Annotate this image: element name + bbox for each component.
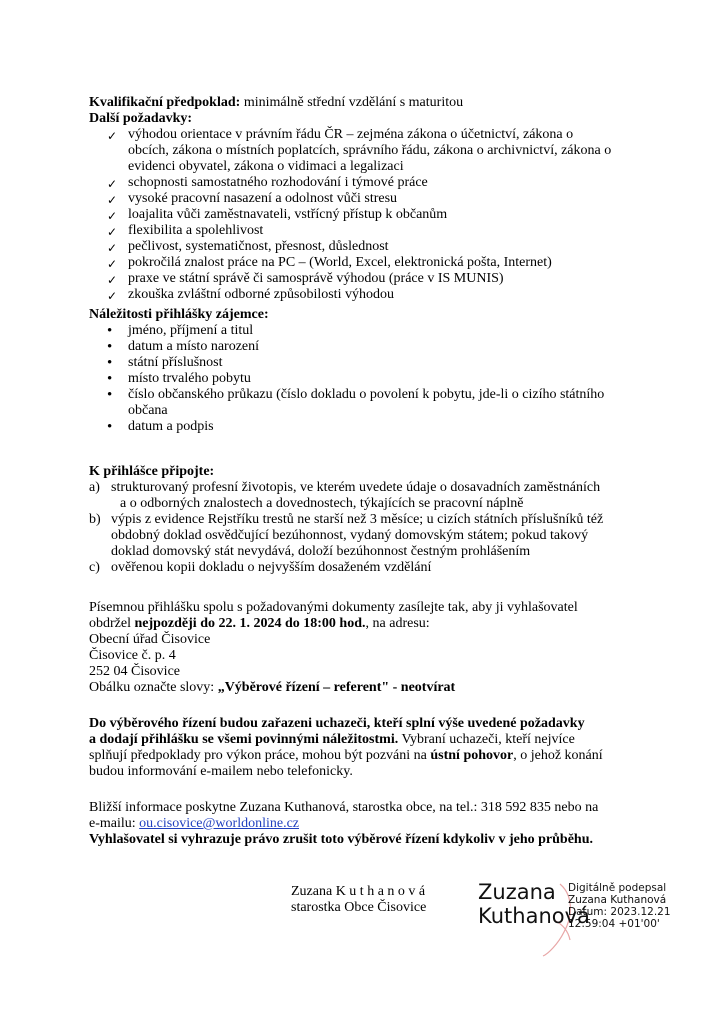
qualification-label: Kvalifikační předpoklad: xyxy=(89,95,241,110)
application-item-6: datum a podpis xyxy=(128,419,214,434)
selection-line-3 xyxy=(89,748,603,764)
requirement-item-5: flexibilita a spolehlivost xyxy=(128,223,264,238)
bullet-icon: • xyxy=(107,387,113,403)
requirement-item-9: zkouška zvláštní odborné způsobilosti výhodou xyxy=(128,287,394,302)
application-item-3: státní příslušnost xyxy=(128,355,223,370)
selection-line-2 xyxy=(89,732,575,748)
address-line-3: 252 04 Čisovice xyxy=(89,664,180,679)
bullet-icon: • xyxy=(107,355,113,371)
requirement-item-1-line-1: výhodou orientace v právním řádu ČR – zejména zákona o účetnictví, zákona o xyxy=(128,127,574,142)
requirement-item-1-line-2: obcích, zákona o místních poplatcích, správního řádu, zákona o archivnictví, zákona o xyxy=(128,143,612,158)
attach-item-1-line-1: strukturovaný profesní životopis, ve kterém uvedete údaje o dosavadních zaměstnáních xyxy=(111,480,601,495)
requirement-item-4: loajalita vůči zaměstnavateli, vstřícný přístup k občanům xyxy=(128,207,448,222)
attach-item-3-line-1: ověřenou kopii dokladu o nejvyšším dosaženém vzdělání xyxy=(111,560,432,575)
requirement-item-6: pečlivost, systematičnost, přesnost, důslednost xyxy=(128,239,389,254)
attach-item-2-line-1: výpis z evidence Rejstříku trestů ne starší než 3 měsíce; u cizích státních příslušníků též xyxy=(111,512,604,527)
requirement-item-1-line-3: evidenci obyvatel, zákona o vidimaci a legalizaci xyxy=(128,159,404,174)
application-item-1: jméno, příjmení a titul xyxy=(128,323,254,338)
check-icon: ✓ xyxy=(107,225,118,239)
selection-line-1: Do výběrového řízení budou zařazeni uchazeči, kteří splní výše uvedené požadavky xyxy=(89,716,585,731)
signatory-role: starostka Obce Čisovice xyxy=(291,900,427,915)
selection-line-2-bold: a dodají přihlášku se všemi povinnými náležitostmi. xyxy=(89,732,399,747)
email-link[interactable]: ou.cisovice@worldonline.cz xyxy=(139,816,300,831)
check-icon: ✓ xyxy=(107,209,118,223)
requirements-heading: Další požadavky: xyxy=(89,111,193,126)
application-heading: Náležitosti přihlášky zájemce: xyxy=(89,307,269,322)
attach-marker: a) xyxy=(89,480,100,495)
submission-deadline: nejpozději do 22. 1. 2024 do 18:00 hod. xyxy=(134,616,366,631)
bullet-icon: • xyxy=(107,419,113,435)
requirement-item-7: pokročilá znalost práce na PC – (World, Excel, elektronická pošta, Internet) xyxy=(128,255,552,270)
attach-item-2-line-3: doklad domovský stát nevydává, doloží bezúhonnost čestným prohlášením xyxy=(111,544,531,559)
application-item-4: místo trvalého pobytu xyxy=(128,371,251,386)
selection-line-3-post: , o jehož konání xyxy=(513,748,603,763)
selection-line-2-post: Vybraní uchazeči, kteří nejvíce xyxy=(398,732,575,747)
check-icon: ✓ xyxy=(107,257,118,271)
submission-line-2-post: , na adresu: xyxy=(365,616,430,631)
cancellation-note: Vyhlašovatel si vyhrazuje právo zrušit toto výběrové řízení kdykoliv v jeho průběhu. xyxy=(89,832,594,847)
digital-signature-last-name: Kuthanová xyxy=(478,904,590,928)
envelope-label: „Výběrové řízení – referent" - neotvírat xyxy=(217,680,456,695)
digital-signature-time: 12:59:04 +01'00' xyxy=(568,918,660,930)
submission-line-1: Písemnou přihlášku spolu s požadovanými dokumenty zasílejte tak, aby ji vyhlašovatel xyxy=(89,600,578,615)
attach-item-2-line-2: obdobný doklad osvědčující bezúhonnost, vydaný domovským státem; pokud takový xyxy=(111,528,589,543)
attach-marker: b) xyxy=(89,512,101,527)
bullet-icon: • xyxy=(107,323,113,339)
digital-signature-date: Datum: 2023.12.21 xyxy=(568,906,671,918)
envelope-pre: Obálku označte slovy: xyxy=(89,680,218,695)
digital-signature-first-name: Zuzana xyxy=(478,880,556,904)
digital-signature-signer: Zuzana Kuthanová xyxy=(568,894,667,906)
requirement-item-2: schopnosti samostatného rozhodování i týmové práce xyxy=(128,175,428,190)
submission-line-2-pre: obdržel xyxy=(89,616,135,631)
check-icon: ✓ xyxy=(107,273,118,287)
contact-line-1: Bližší informace poskytne Zuzana Kuthanová, starostka obce, na tel.: 318 592 835 nebo na xyxy=(89,800,599,815)
submission-line-2 xyxy=(89,616,430,632)
contact-email-prefix: e-mailu: xyxy=(89,816,140,831)
attach-heading: K přihlášce připojte: xyxy=(89,464,215,479)
bullet-icon: • xyxy=(107,339,113,355)
selection-line-3-pre: splňují předpoklady pro výkon práce, mohou být pozváni na xyxy=(89,748,431,763)
envelope-line xyxy=(89,680,455,696)
interview-label: ústní pohovor xyxy=(430,748,514,763)
bullet-icon: • xyxy=(107,371,113,387)
selection-line-4: budou informování e-mailem nebo telefonicky. xyxy=(89,764,353,779)
address-line-1: Obecní úřad Čisovice xyxy=(89,632,211,647)
address-line-2: Čisovice č. p. 4 xyxy=(89,648,176,663)
application-item-5-line-2: občana xyxy=(128,403,168,418)
check-icon: ✓ xyxy=(107,241,118,255)
requirement-item-3: vysoké pracovní nasazení a odolnost vůči stresu xyxy=(128,191,398,206)
attach-marker: c) xyxy=(89,560,100,575)
check-icon: ✓ xyxy=(107,177,118,191)
check-icon: ✓ xyxy=(107,129,118,143)
application-item-2: datum a místo narození xyxy=(128,339,260,354)
attach-item-1-line-2: a o odborných znalostech a dovednostech, týkajících se pracovní náplně xyxy=(120,496,524,511)
requirement-item-8: praxe ve státní správě či samosprávě výhodou (práce v IS MUNIS) xyxy=(128,271,504,286)
signatory-name: Zuzana K u t h a n o v á xyxy=(291,884,426,899)
qualification-text: minimálně střední vzdělání s maturitou xyxy=(240,95,464,110)
digital-signature-label: Digitálně podepsal xyxy=(568,882,667,894)
application-item-5-line-1: číslo občanského průkazu (číslo dokladu o povolení k pobytu, jde-li o cizího státního xyxy=(128,387,605,402)
qualification-line xyxy=(89,95,463,111)
check-icon: ✓ xyxy=(107,193,118,207)
check-icon: ✓ xyxy=(107,289,118,303)
contact-line-2 xyxy=(89,816,299,832)
